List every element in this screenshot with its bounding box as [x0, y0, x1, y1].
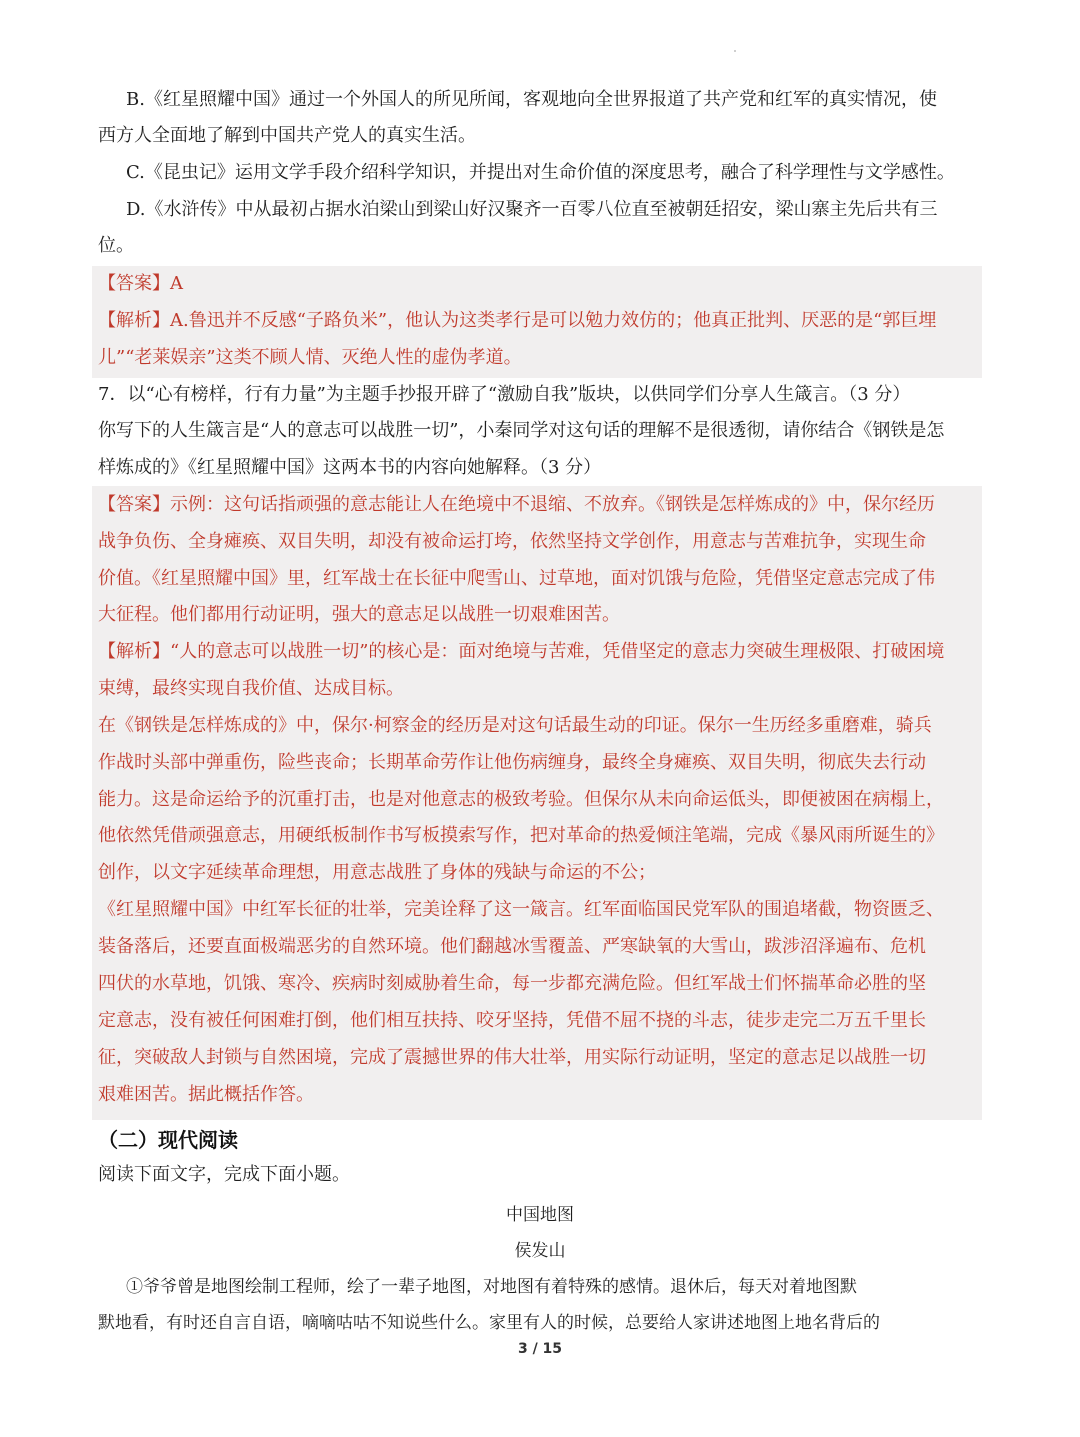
q7-analysis-line-11: 定意志，没有被任何困难打倒，他们相互扶持、咬牙坚持，凭借不屈不挠的斗志，徒步走完二万五千里长 [98, 1010, 926, 1031]
q6-analysis-line-2: 儿”“老莱娱亲”这类不顾人情、灭绝人性的虚伪孝道。 [98, 347, 522, 368]
scan-speck [734, 50, 736, 52]
option-b-line-1: B.《红星照耀中国》通过一个外国人的所见所闻，客观地向全世界报道了共产党和红军的真实情况，使 [126, 89, 937, 110]
q7-analysis-line-7: 创作，以文字延续革命理想，用意志战胜了身体的残缺与命运的不公； [98, 862, 656, 883]
q7-analysis-line-13: 艰难困苦。据此概括作答。 [98, 1084, 314, 1105]
q7-answer-line-1: 【答案】示例：这句话指顽强的意志能让人在绝境中不退缩、不放弃。《钢铁是怎样炼成的》中，保尔经历 [98, 494, 935, 515]
section-heading: （二）现代阅读 [98, 1128, 238, 1152]
q7-analysis-line-4: 作战时头部中弹重伤，险些丧命；长期革命劳作让他伤病缠身，最终全身瘫痪、双目失明，彻底失去行动 [98, 752, 926, 773]
q7-analysis-line-3: 在《钢铁是怎样炼成的》中，保尔·柯察金的经历是对这句话最生动的印证。保尔一生历经多重磨难，骑兵 [98, 715, 932, 736]
page-number: 3 / 15 [517, 1341, 563, 1357]
q7-analysis-line-9: 装备落后，还要直面极端恶劣的自然环境。他们翻越冰雪覆盖、严寒缺氧的大雪山，跋涉沼泽遍布、危机 [98, 936, 926, 957]
q7-analysis-line-5: 能力。这是命运给予的沉重打击，也是对他意志的极致考验。但保尔从未向命运低头，即便被困在病榻上， [98, 789, 944, 810]
option-d-line-2: 位。 [98, 235, 134, 256]
option-b-line-2: 西方人全面地了解到中国共产党人的真实生活。 [98, 125, 476, 146]
q7-answer-line-3: 价值。《红星照耀中国》里，红军战士在长征中爬雪山、过草地，面对饥饿与危险，凭借坚定意志完成了伟 [98, 568, 935, 589]
section-instruction: 阅读下面文字，完成下面小题。 [98, 1164, 350, 1185]
q7-analysis-line-8: 《红星照耀中国》中红军长征的壮举，完美诠释了这一箴言。红军面临国民党军队的围追堵截，物资匮乏、 [98, 899, 944, 920]
q7-analysis-line-12: 征，突破敌人封锁与自然困境，完成了震撼世界的伟大壮举，用实际行动证明，坚定的意志足以战胜一切 [98, 1047, 926, 1068]
q6-analysis-line-1: 【解析】A.鲁迅并不反感“子路负米”，他认为这类孝行是可以勉力效仿的；他真正批判、厌恶的是“郭巨埋 [98, 310, 937, 331]
article-para-1-line-1: ①爷爷曾是地图绘制工程师，绘了一辈子地图，对地图有着特殊的感情。退休后，每天对着地图默 [126, 1277, 857, 1297]
option-d-line-1: D.《水浒传》中从最初占据水泊梁山到梁山好汉聚齐一百零八位直至被朝廷招安，梁山寨主先后共有三 [126, 199, 938, 220]
q7-answer-line-4: 大征程。他们都用行动证明，强大的意志足以战胜一切艰难困苦。 [98, 604, 620, 625]
article-para-1-line-2: 默地看，有时还自言自语，嘀嘀咕咕不知说些什么。家里有人的时候，总要给人家讲述地图上地名背后的 [98, 1313, 880, 1333]
q7-analysis-line-6: 他依然凭借顽强意志，用硬纸板制作书写板摸索写作，把对革命的热爱倾注笔端，完成《暴风雨所诞生的》 [98, 825, 944, 846]
q7-analysis-line-10: 四伏的水草地，饥饿、寒冷、疾病时刻威胁着生命，每一步都充满危险。但红军战士们怀揣革命必胜的坚 [98, 973, 926, 994]
option-c-line-1: C.《昆虫记》运用文学手段介绍科学知识，并提出对生命价值的深度思考，融合了科学理性与文学感性。 [126, 162, 955, 183]
article-author: 侯发山 [514, 1241, 566, 1261]
article-title: 中国地图 [506, 1205, 574, 1225]
q7-analysis-line-1: 【解析】“人的意志可以战胜一切”的核心是：面对绝境与苦难，凭借坚定的意志力突破生理极限、打破困境 [98, 641, 945, 662]
q6-answer: 【答案】A [98, 273, 183, 294]
q7-question-line-3: 样炼成的》《红星照耀中国》这两本书的内容向她解释。（3 分） [98, 457, 602, 478]
q7-question-line-2: 你写下的人生箴言是“人的意志可以战胜一切”，小秦同学对这句话的理解不是很透彻，请你结合《钢铁是怎 [98, 420, 945, 441]
q7-question-line-1: 7．以“心有榜样，行有力量”为主题手抄报开辟了“激励自我”版块，以供同学们分享人生箴言。（3 分） [98, 384, 911, 405]
q7-answer-line-2: 战争负伤、全身瘫痪、双目失明，却没有被命运打垮，依然坚持文学创作，用意志与苦难抗争，实现生命 [98, 531, 926, 552]
q7-analysis-line-2: 束缚，最终实现自我价值、达成目标。 [98, 678, 404, 699]
